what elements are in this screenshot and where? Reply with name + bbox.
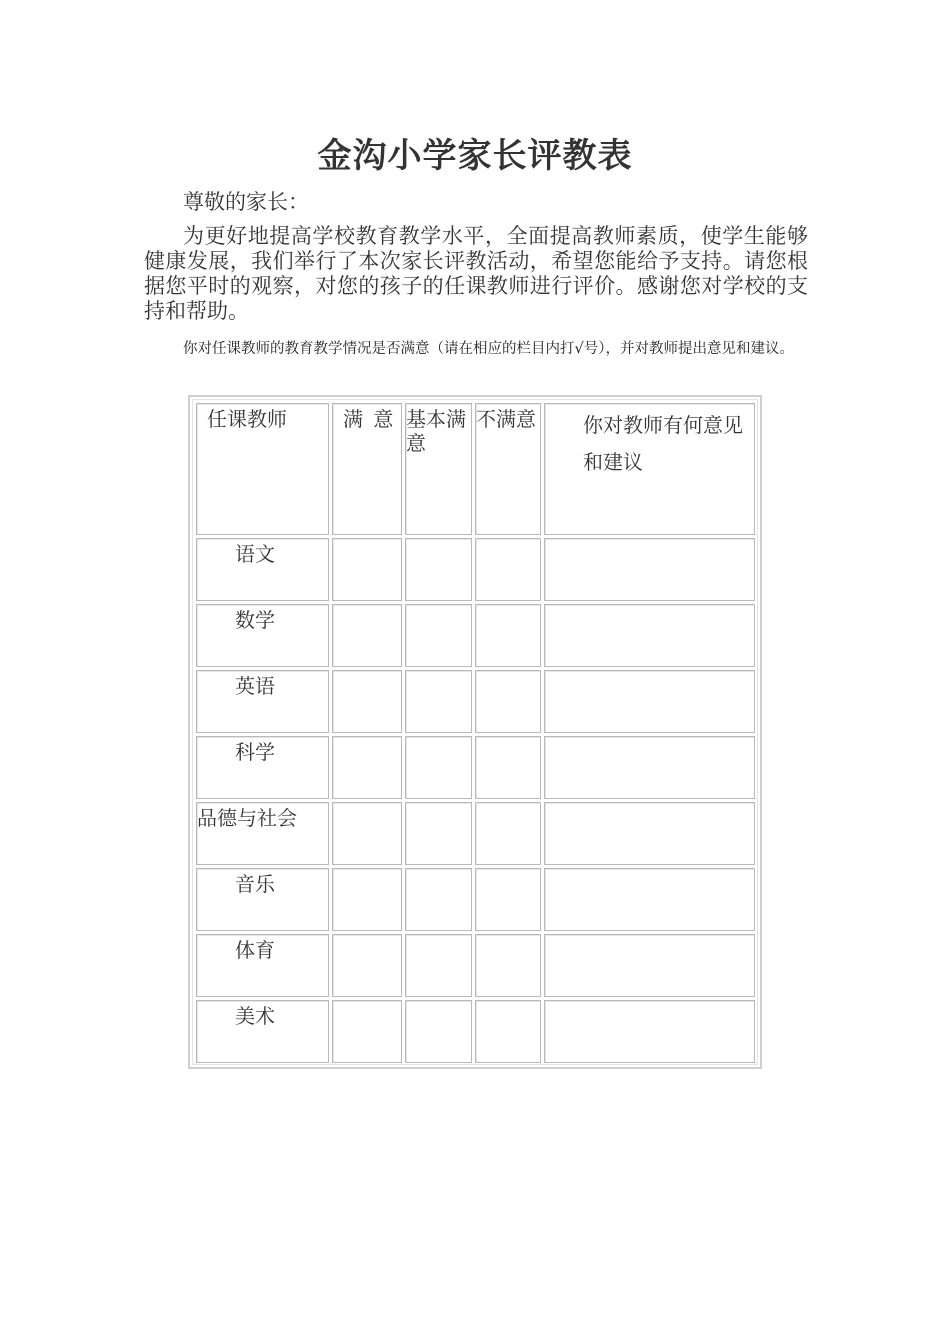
header-advice: 你对教师有何意见和建议: [544, 403, 755, 535]
basic-satisfied-cell[interactable]: [405, 538, 472, 601]
satisfied-cell[interactable]: [332, 670, 402, 733]
advice-cell[interactable]: [544, 538, 755, 601]
satisfied-cell[interactable]: [332, 736, 402, 799]
advice-cell[interactable]: [544, 802, 755, 865]
advice-cell[interactable]: [544, 736, 755, 799]
header-basic-satisfied: 基本满意: [405, 403, 472, 535]
subject-cell: 语文: [196, 538, 329, 601]
satisfied-cell[interactable]: [332, 1000, 402, 1063]
basic-satisfied-cell[interactable]: [405, 604, 472, 667]
subject-cell: 品德与社会: [196, 802, 329, 865]
satisfied-cell[interactable]: [332, 802, 402, 865]
subject-cell: 科学: [196, 736, 329, 799]
header-row: [196, 403, 755, 535]
evaluation-table-frame: [188, 395, 762, 1069]
greeting: 尊敬的家长：: [183, 190, 309, 214]
table-row: [196, 736, 755, 799]
basic-satisfied-cell[interactable]: [405, 868, 472, 931]
advice-cell[interactable]: [544, 670, 755, 733]
basic-satisfied-cell[interactable]: [405, 1000, 472, 1063]
satisfied-cell[interactable]: [332, 868, 402, 931]
basic-satisfied-cell[interactable]: [405, 802, 472, 865]
basic-satisfied-cell[interactable]: [405, 934, 472, 997]
subject-cell: 体育: [196, 934, 329, 997]
unsatisfied-cell[interactable]: [475, 934, 541, 997]
advice-cell[interactable]: [544, 1000, 755, 1063]
table-row: [196, 538, 755, 601]
table-row: [196, 604, 755, 667]
subject-cell: 数学: [196, 604, 329, 667]
unsatisfied-cell[interactable]: [475, 670, 541, 733]
subject-cell: 英语: [196, 670, 329, 733]
header-satisfied: 满 意: [332, 403, 402, 535]
unsatisfied-cell[interactable]: [475, 868, 541, 931]
table-row: [196, 670, 755, 733]
table-row: [196, 802, 755, 865]
unsatisfied-cell[interactable]: [475, 802, 541, 865]
satisfied-cell[interactable]: [332, 604, 402, 667]
basic-satisfied-cell[interactable]: [405, 670, 472, 733]
evaluation-table: [193, 400, 758, 1066]
advice-cell[interactable]: [544, 934, 755, 997]
advice-cell[interactable]: [544, 604, 755, 667]
advice-cell[interactable]: [544, 868, 755, 931]
unsatisfied-cell[interactable]: [475, 604, 541, 667]
unsatisfied-cell[interactable]: [475, 538, 541, 601]
unsatisfied-cell[interactable]: [475, 1000, 541, 1063]
header-unsatisfied: 不满意: [475, 403, 541, 535]
table-row: [196, 868, 755, 931]
table-row: [196, 1000, 755, 1063]
instruction-paragraph: 你对任课教师的教育教学情况是否满意（请在相应的栏目内打√号），并对教师提出意见和建议。: [183, 341, 794, 357]
satisfied-cell[interactable]: [332, 538, 402, 601]
intro-paragraph: 为更好地提高学校教育教学水平，全面提高教师素质，使学生能够健康发展，我们举行了本次家长评教活动，希望您能给予支持。请您根据您平时的观察，对您的孩子的任课教师进行评价。感谢您对学校的支持和帮助。: [144, 224, 808, 323]
subject-cell: 音乐: [196, 868, 329, 931]
satisfied-cell[interactable]: [332, 934, 402, 997]
page-title: 金沟小学家长评教表: [317, 136, 633, 176]
table-row: [196, 934, 755, 997]
basic-satisfied-cell[interactable]: [405, 736, 472, 799]
header-teacher: 任课教师: [196, 403, 329, 535]
subject-cell: 美术: [196, 1000, 329, 1063]
unsatisfied-cell[interactable]: [475, 736, 541, 799]
